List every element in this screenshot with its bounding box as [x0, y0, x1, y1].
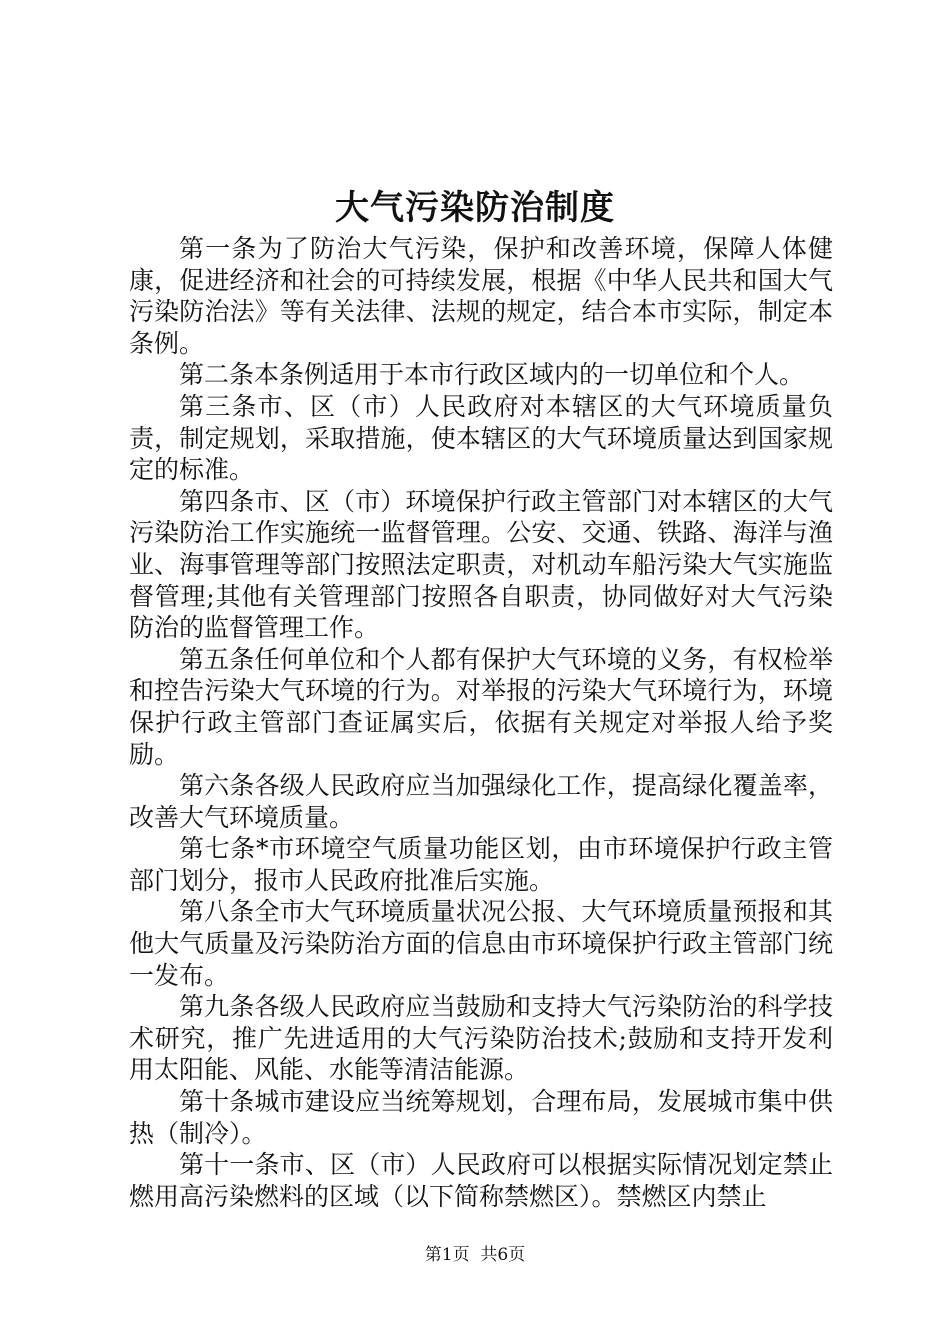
- article-6-paragraph: 第六条各级人民政府应当加强绿化工作，提高绿化覆盖率，改善大气环境质量。: [129, 771, 833, 832]
- article-9-paragraph: 第九条各级人民政府应当鼓励和支持大气污染防治的科学技术研究，推广先进适用的大气污染防治技术;鼓励和支持开发利用太阳能、风能、水能等清洁能源。: [129, 992, 833, 1085]
- article-4-paragraph: 第四条市、区（市）环境保护行政主管部门对本辖区的大气污染防治工作实施统一监督管理。公安、交通、铁路、海洋与渔业、海事管理等部门按照法定职责，对机动车船污染大气实施监督管理;其他有关管理部门按照各自职责，协同做好对大气污染防治的监督管理工作。: [129, 486, 833, 643]
- article-1-paragraph: 第一条为了防治大气污染，保护和改善环境，保障人体健康，促进经济和社会的可持续发展，根据《中华人民共和国大气污染防治法》等有关法律、法规的规定，结合本市实际，制定本条例。: [129, 234, 833, 358]
- article-8-paragraph: 第八条全市大气环境质量状况公报、大气环境质量预报和其他大气质量及污染防治方面的信息由市环境保护行政主管部门统一发布。: [129, 897, 833, 990]
- page-total: 共6页: [480, 1245, 526, 1265]
- article-2-paragraph: 第二条本条例适用于本市行政区域内的一切单位和个人。: [179, 360, 805, 390]
- article-3-paragraph: 第三条市、区（市）人民政府对本辖区的大气环境质量负责，制定规划，采取措施，使本辖区的大气环境质量达到国家规定的标准。: [129, 391, 833, 485]
- document-body: [129, 233, 833, 1212]
- article-7-paragraph: 第七条*市环境空气质量功能区划，由市环境保护行政主管部门划分，报市人民政府批准后实施。: [129, 834, 833, 895]
- page-footer: [0, 1243, 950, 1267]
- article-11-paragraph: 第十一条市、区（市）人民政府可以根据实际情况划定禁止燃用高污染燃料的区域（以下简称禁燃区）。禁燃区内禁止: [129, 1150, 833, 1211]
- document-title: 大气污染防治制度: [335, 188, 615, 228]
- article-10-paragraph: 第十条城市建设应当统筹规划，合理布局，发展城市集中供热（制冷）。: [129, 1087, 833, 1148]
- article-5-paragraph: 第五条任何单位和个人都有保护大气环境的义务，有权检举和控告污染大气环境的行为。对举报的污染大气环境行为，环境保护行政主管部门查证属实后，依据有关规定对举报人给予奖励。: [129, 644, 833, 769]
- page-number: 第1页: [424, 1245, 470, 1265]
